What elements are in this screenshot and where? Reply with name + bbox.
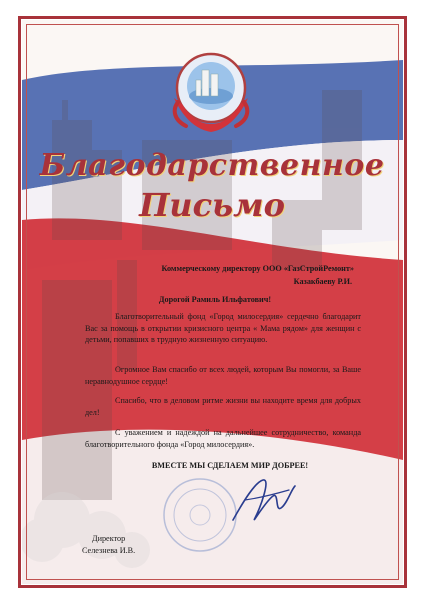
paragraph-2: Огромное Вам спасибо от всех людей, которым Вы помогли, за Ваше неравнодушное сердце! [85,365,361,386]
title-line-2: Письмо [139,186,285,224]
signatory-name: Селезнева И.В. [82,546,136,555]
greeting: Дорогой Рамиль Ильфатович! [158,295,272,304]
recipient-line-1: Коммерческому директору ООО «ГазСтройРемонт» [161,264,354,273]
slogan: ВМЕСТЕ МЫ СДЕЛАЕМ МИР ДОБРЕЕ! [151,461,309,470]
charity-emblem-logo [168,50,254,142]
paragraph-4: С уважением и надеждой на дальнейшее сотрудничество, команда благотворительного фонда «Город милосердия». [85,428,361,449]
handwritten-signature [225,472,305,532]
signatory-position: Директор [92,534,126,543]
recipient-line-2: Казакбаеву Р.И. [293,277,352,286]
paragraph-3: Спасибо, что в деловом ритме жизни вы находите время для добрых дел! [85,396,361,417]
title-line-1: Благодарственное [39,148,385,183]
paragraph-1: Благотворительный фонд «Город милосердия» сердечно благодарит Вас за помощь в открытии кризисного центра « Мама рядом» для женщин с детьми, попавших в трудную жизненную ситуацию. [85,312,361,344]
